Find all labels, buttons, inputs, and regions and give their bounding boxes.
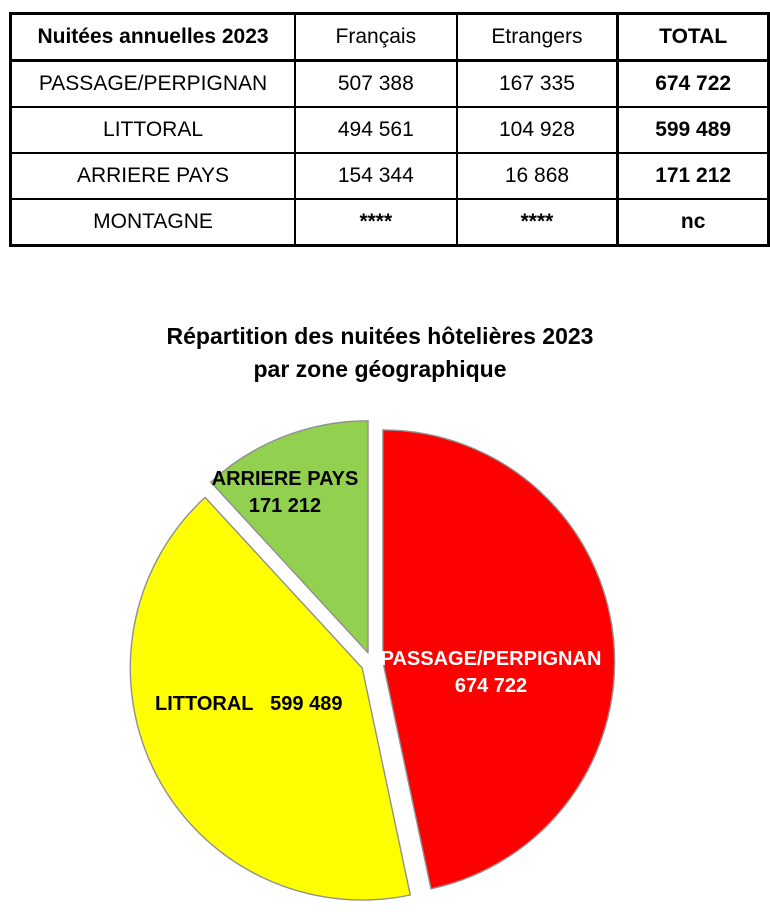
pie-slice-label-littoral-line1: LITTORAL 599 489 — [155, 693, 343, 715]
header-cell-total: TOTAL — [618, 14, 769, 61]
header-cell-etrangers: Etrangers — [457, 14, 618, 61]
cell-etrangers: 16 868 — [457, 153, 618, 199]
cell-francais: 507 388 — [295, 61, 457, 108]
cell-total: 171 212 — [618, 153, 769, 199]
cell-francais: **** — [295, 199, 457, 246]
chart-title-line1: Répartition des nuitées hôtelières 2023 — [166, 323, 594, 349]
pie-slice-label-passage-perpignan-line1: PASSAGE/PERPIGNAN — [380, 648, 602, 670]
cell-francais: 154 344 — [295, 153, 457, 199]
row-label-littoral: LITTORAL — [11, 107, 296, 153]
pie-slice-label-passage-perpignan-line2: 674 722 — [454, 675, 528, 697]
cell-total: 674 722 — [618, 61, 769, 108]
cell-etrangers: **** — [457, 199, 618, 246]
chart-title-line2: par zone géographique — [253, 356, 507, 382]
pie-slice-label-arriere-pays-line2: 171 212 — [248, 495, 322, 517]
pie-slice-label-arriere-pays-line1: ARRIERE PAYS — [211, 468, 359, 490]
row-label-montagne: MONTAGNE — [11, 199, 296, 246]
row-label-arriere-pays: ARRIERE PAYS — [11, 153, 296, 199]
header-cell-title: Nuitées annuelles 2023 — [11, 14, 296, 61]
header-cell-francais: Français — [295, 14, 457, 61]
cell-francais: 494 561 — [295, 107, 457, 153]
cell-total: 599 489 — [618, 107, 769, 153]
cell-etrangers: 104 928 — [457, 107, 618, 153]
cell-etrangers: 167 335 — [457, 61, 618, 108]
row-label-passage-perpignan: PASSAGE/PERPIGNAN — [11, 61, 296, 108]
cell-total: nc — [618, 199, 769, 246]
